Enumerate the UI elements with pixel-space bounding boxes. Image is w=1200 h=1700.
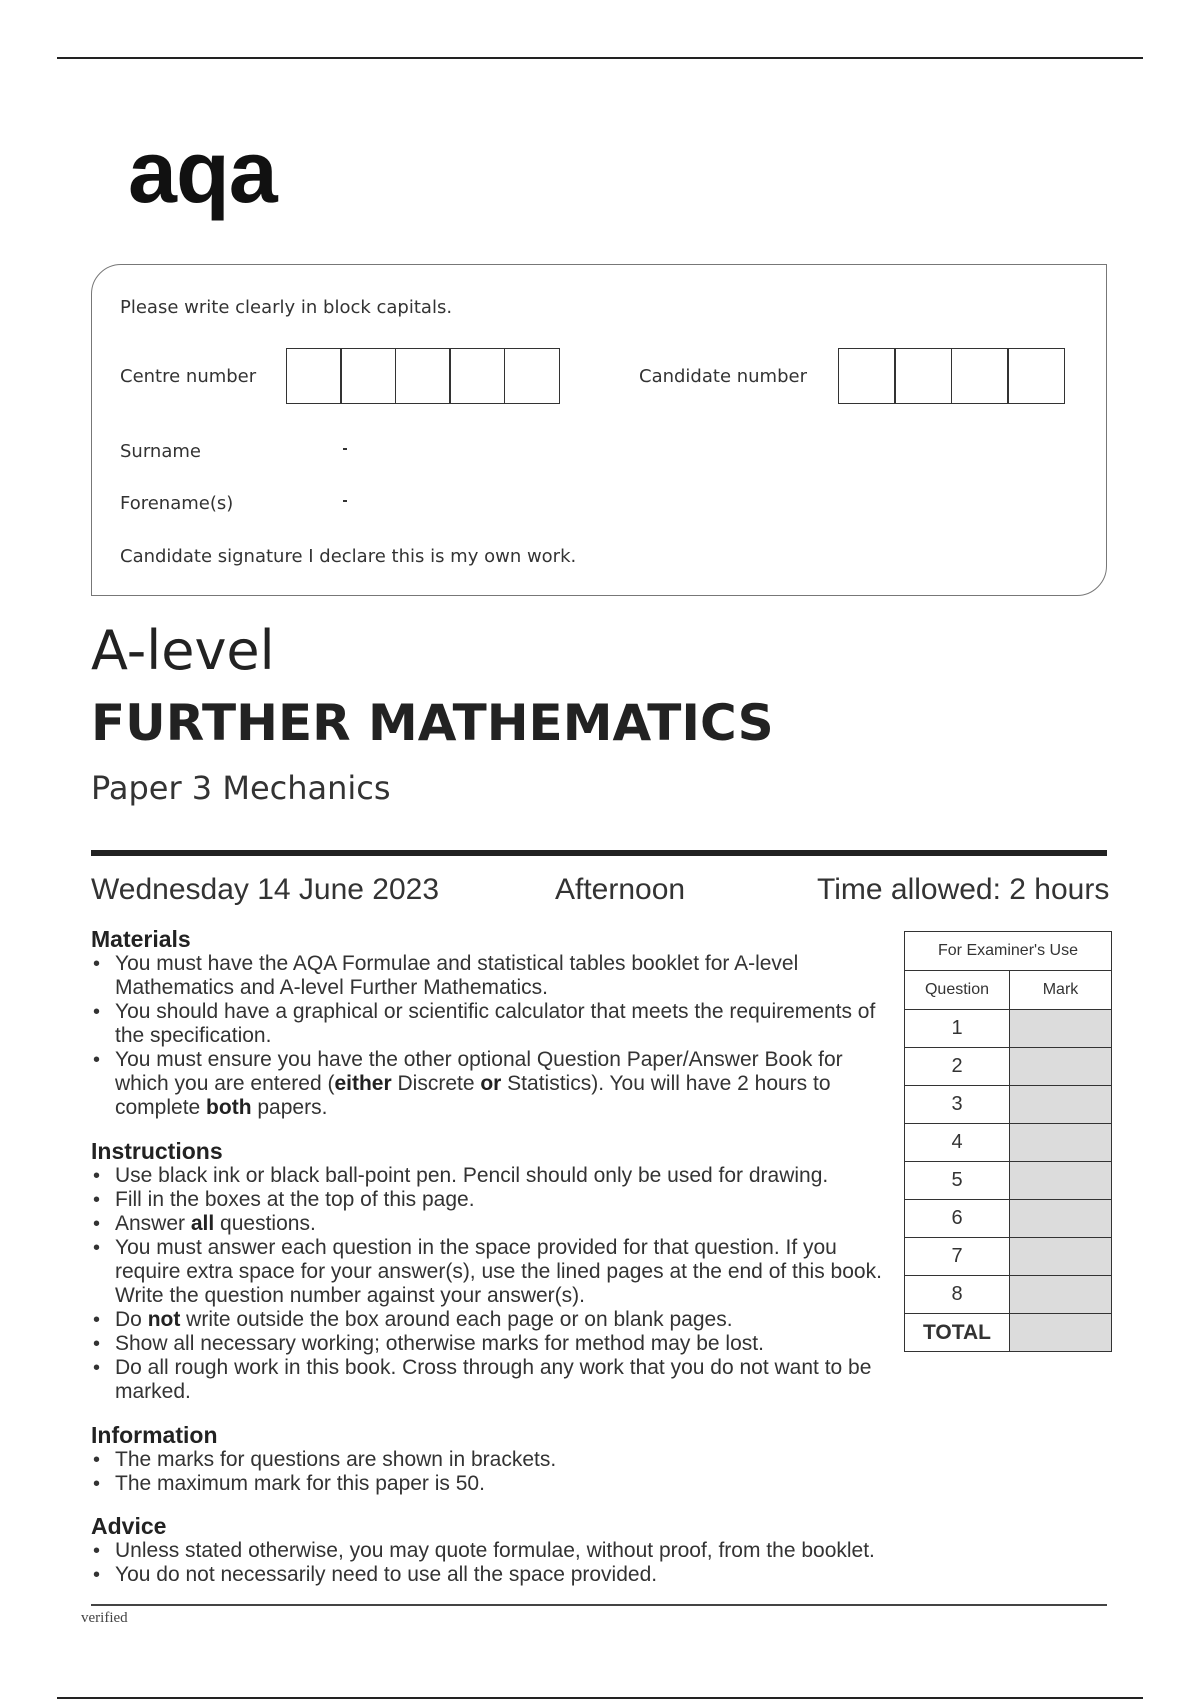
candidate-number-label: Candidate number bbox=[639, 366, 807, 387]
signature-label: Candidate signature I declare this is my own work. bbox=[120, 546, 577, 567]
materials-emphasis: either bbox=[334, 1072, 392, 1095]
materials-text: papers. bbox=[251, 1096, 328, 1119]
question-number: 7 bbox=[905, 1238, 1010, 1276]
mark-cell bbox=[1010, 1048, 1112, 1086]
mark-cell bbox=[1010, 1162, 1112, 1200]
centre-number-digit-box[interactable] bbox=[340, 348, 396, 404]
instructions-item: • Use black ink or black ball-point pen. Pencil should only be used for drawing. bbox=[91, 1164, 891, 1188]
footer-rule bbox=[91, 1604, 1107, 1606]
instructions-item: • You must answer each question in the space provided for that question. If you require extra space for your answer(s), use the lined pages at the end of this book. Write the question number against your answer(s). bbox=[91, 1236, 891, 1308]
information-item: • The maximum mark for this paper is 50. bbox=[91, 1472, 891, 1496]
mark-cell bbox=[1010, 1276, 1112, 1314]
question-number: 1 bbox=[905, 1010, 1010, 1048]
total-label: TOTAL bbox=[905, 1314, 1010, 1352]
candidate-number-digit-box[interactable] bbox=[951, 348, 1009, 404]
information-heading: Information bbox=[91, 1422, 218, 1448]
advice-heading: Advice bbox=[91, 1513, 167, 1539]
instructions-emphasis: not bbox=[147, 1308, 181, 1331]
question-column-header: Question bbox=[905, 971, 1010, 1010]
bottom-rule bbox=[57, 1697, 1143, 1699]
mark-cell bbox=[1010, 1238, 1112, 1276]
instructions-item: • Show all necessary working; otherwise marks for method may be lost. bbox=[91, 1332, 891, 1356]
top-rule bbox=[57, 57, 1143, 59]
instructions-text: questions. bbox=[214, 1212, 316, 1235]
materials-emphasis: or bbox=[480, 1072, 502, 1095]
candidate-number-boxes[interactable] bbox=[839, 348, 1065, 404]
mark-cell bbox=[1010, 1200, 1112, 1238]
mark-column-header: Mark bbox=[1010, 971, 1112, 1010]
mark-cell bbox=[1010, 1010, 1112, 1048]
examiner-table-title: For Examiner's Use bbox=[905, 932, 1112, 971]
mark-cell bbox=[1010, 1086, 1112, 1124]
instructions-text: Do bbox=[115, 1308, 148, 1331]
block-capitals-instruction: Please write clearly in block capitals. bbox=[120, 297, 453, 318]
centre-number-digit-box[interactable] bbox=[395, 348, 451, 404]
candidate-number-digit-box[interactable] bbox=[894, 348, 952, 404]
materials-section bbox=[91, 926, 891, 1120]
advice-item: • You do not necessarily need to use all the space provided. bbox=[91, 1563, 991, 1587]
exam-date: Wednesday 14 June 2023 bbox=[91, 873, 440, 906]
question-number: 3 bbox=[905, 1086, 1010, 1124]
qualification-level: A-level bbox=[91, 619, 275, 682]
centre-number-label: Centre number bbox=[120, 366, 257, 387]
mark-cell bbox=[1010, 1124, 1112, 1162]
materials-text: You must ensure you have the other optional Question Paper/Answer Book for which you are entered ( bbox=[115, 1048, 843, 1095]
centre-number-digit-box[interactable] bbox=[504, 348, 560, 404]
advice-section bbox=[91, 1513, 991, 1587]
centre-number-digit-box[interactable] bbox=[286, 348, 342, 404]
instructions-text: write outside the box around each page or on blank pages. bbox=[180, 1308, 733, 1331]
information-section bbox=[91, 1422, 891, 1496]
materials-text: Discrete bbox=[391, 1072, 481, 1095]
centre-number-digit-box[interactable] bbox=[449, 348, 505, 404]
question-number: 6 bbox=[905, 1200, 1010, 1238]
advice-item: • Unless stated otherwise, you may quote formulae, without proof, from the booklet. bbox=[91, 1539, 991, 1563]
total-mark-cell bbox=[1010, 1314, 1112, 1352]
forenames-field[interactable] bbox=[343, 500, 347, 502]
paper-title: Paper 3 Mechanics bbox=[91, 769, 391, 807]
materials-emphasis: both bbox=[206, 1096, 252, 1119]
instructions-section bbox=[91, 1138, 891, 1404]
materials-heading: Materials bbox=[91, 926, 191, 952]
aqa-logo: aqa bbox=[128, 122, 277, 221]
surname-field[interactable] bbox=[343, 448, 347, 450]
surname-label: Surname bbox=[120, 441, 201, 462]
instructions-item bbox=[91, 1308, 891, 1332]
candidate-number-digit-box[interactable] bbox=[838, 348, 896, 404]
materials-item: • You should have a graphical or scientific calculator that meets the requirements of the specification. bbox=[91, 1000, 891, 1048]
title-divider bbox=[91, 850, 1107, 856]
exam-session: Afternoon bbox=[555, 873, 686, 906]
information-item: • The marks for questions are shown in brackets. bbox=[91, 1448, 891, 1472]
question-number: 2 bbox=[905, 1048, 1010, 1086]
materials-text: Statistics). You will have 2 hours to complete bbox=[115, 1072, 831, 1119]
question-number: 8 bbox=[905, 1276, 1010, 1314]
instructions-item bbox=[91, 1212, 891, 1236]
candidate-number-digit-box[interactable] bbox=[1007, 348, 1065, 404]
verified-note: verified bbox=[81, 1610, 128, 1626]
subject-title: FURTHER MATHEMATICS bbox=[91, 694, 774, 752]
materials-item bbox=[91, 1048, 891, 1120]
materials-item: • You must have the AQA Formulae and statistical tables booklet for A-level Mathematics and A-level Further Mathematics. bbox=[91, 952, 891, 1000]
instructions-item: • Do all rough work in this book. Cross through any work that you do not want to be marked. bbox=[91, 1356, 891, 1404]
examiner-use-table bbox=[904, 931, 1112, 1352]
instructions-heading: Instructions bbox=[91, 1138, 223, 1164]
instructions-item: • Fill in the boxes at the top of this page. bbox=[91, 1188, 891, 1212]
time-allowed: Time allowed: 2 hours bbox=[817, 873, 1110, 906]
forenames-label: Forename(s) bbox=[120, 493, 234, 514]
question-number: 4 bbox=[905, 1124, 1010, 1162]
question-number: 5 bbox=[905, 1162, 1010, 1200]
instructions-emphasis: all bbox=[190, 1212, 215, 1235]
instructions-text: Answer bbox=[115, 1212, 191, 1235]
centre-number-boxes[interactable] bbox=[287, 348, 560, 404]
